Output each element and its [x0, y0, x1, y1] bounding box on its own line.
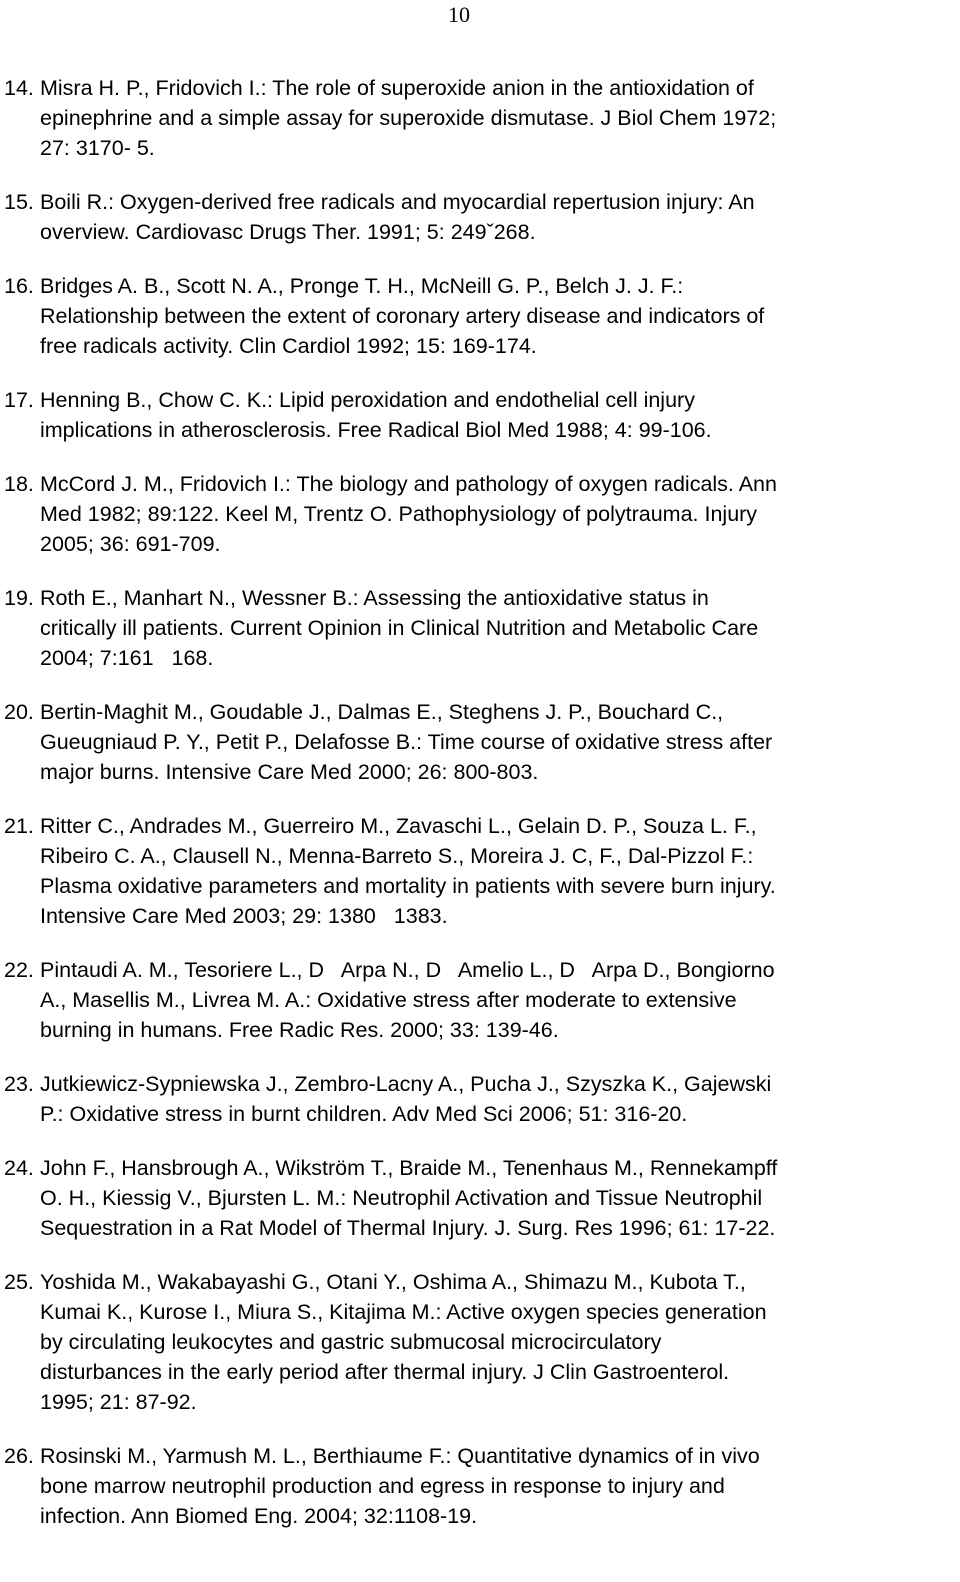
reference-text-line: Intensive Care Med 2003; 29: 1380 1383. — [40, 904, 448, 929]
reference-number: 25. — [4, 1269, 34, 1294]
reference-text-line: Plasma oxidative parameters and mortality in patients with severe burn injury. — [40, 874, 776, 898]
reference-text-line: Yoshida M., Wakabayashi G., Otani Y., Oshima A., Shimazu M., Kubota T., — [40, 1269, 746, 1294]
reference-item — [0, 1441, 930, 1532]
reference-text-line: Med 1982; 89:122. Keel M, Trentz O. Pathophysiology of polytrauma. Injury — [40, 501, 758, 526]
reference-text-line: disturbances in the early period after thermal injury. J Clin Gastroenterol. — [40, 1360, 730, 1385]
reference-text-line: 2004; 7:161 168. — [40, 646, 214, 670]
reference-item — [0, 811, 930, 932]
reference-text-line: Bertin-Maghit M., Goudable J., Dalmas E., Steghens J. P., Bouchard C., — [40, 699, 724, 724]
reference-text-line: Misra H. P., Fridovich I.: The role of superoxide anion in the antioxidation of — [40, 76, 754, 100]
reference-item — [0, 469, 930, 560]
reference-number: 18. — [4, 471, 34, 496]
reference-item — [0, 73, 930, 164]
reference-item — [0, 697, 930, 788]
reference-number: 15. — [4, 190, 34, 214]
reference-number: 23. — [4, 1071, 34, 1096]
reference-text-line: O. H., Kiessig V., Bjursten L. M.: Neutrophil Activation and Tissue Neutrophil — [40, 1185, 763, 1210]
reference-item — [0, 271, 930, 362]
reference-text-line: critically ill patients. Current Opinion in Clinical Nutrition and Metabolic Care — [40, 615, 759, 640]
reference-text-line: free radicals activity. Clin Cardiol 1992; 15: 169-174. — [40, 334, 537, 359]
reference-item — [0, 583, 930, 674]
reference-text-line: Pintaudi A. M., Tesoriere L., D Arpa N., D Amelio L., D Arpa D., Bongiorno — [40, 957, 775, 982]
reference-text-line: Jutkiewicz-Sypniewska J., Zembro-Lacny A., Pucha J., Szyszka K., Gajewski — [40, 1071, 772, 1096]
reference-text-line: 27: 3170- 5. — [40, 136, 155, 161]
reference-number: 17. — [4, 387, 34, 412]
reference-text-line: Rosinski M., Yarmush M. L., Berthiaume F.: Quantitative dynamics of in vivo — [40, 1444, 760, 1468]
reference-text-line: implications in atherosclerosis. Free Radical Biol Med 1988; 4: 99-106. — [40, 418, 712, 442]
page-number: 10 — [448, 2, 470, 27]
reference-text-line: 1995; 21: 87-92. — [40, 1390, 197, 1415]
reference-text-line: Ribeiro C. A., Clausell N., Menna-Barreto S., Moreira J. C, F., Dal-Pizzol F.: — [40, 843, 754, 868]
reference-text-line: Roth E., Manhart N., Wessner B.: Assessing the antioxidative status in — [40, 585, 709, 610]
reference-text-line: Relationship between the extent of coronary artery disease and indicators of — [40, 304, 765, 328]
reference-number: 14. — [4, 76, 34, 100]
reference-number: 21. — [4, 813, 34, 838]
reference-text-line: Gueugniaud P. Y., Petit P., Delafosse B.: Time course of oxidative stress after — [40, 729, 773, 754]
reference-text-line: infection. Ann Biomed Eng. 2004; 32:1108-19. — [40, 1504, 478, 1529]
reference-list — [0, 73, 960, 1555]
reference-item — [0, 187, 930, 247]
reference-number: 16. — [4, 273, 34, 298]
reference-item — [0, 1153, 930, 1244]
reference-text-line: 2005; 36: 691-709. — [40, 532, 221, 556]
reference-text-line: Boili R.: Oxygen-derived free radicals and myocardial repertusion injury: An — [40, 190, 755, 214]
reference-item — [0, 955, 930, 1046]
reference-number: 22. — [4, 957, 34, 982]
reference-item — [0, 1267, 930, 1418]
reference-text-line: burning in humans. Free Radic Res. 2000; 33: 139-46. — [40, 1018, 559, 1043]
reference-text-line: overview. Cardiovasc Drugs Ther. 1991; 5: 249ˇ268. — [40, 220, 536, 245]
reference-text-line: bone marrow neutrophil production and egress in response to injury and — [40, 1474, 725, 1499]
reference-text-line: Ritter C., Andrades M., Guerreiro M., Zavaschi L., Gelain D. P., Souza L. F., — [40, 813, 757, 838]
reference-item — [0, 385, 930, 445]
reference-text-line: by circulating leukocytes and gastric submucosal microcirculatory — [40, 1330, 662, 1354]
reference-text-line: Kumai K., Kurose I., Miura S., Kitajima M.: Active oxygen species generation — [40, 1299, 767, 1324]
reference-text-line: P.: Oxidative stress in burnt children. Adv Med Sci 2006; 51: 316-20. — [40, 1102, 688, 1126]
reference-text-line: Sequestration in a Rat Model of Thermal Injury. J. Surg. Res 1996; 61: 17-22. — [40, 1216, 776, 1240]
reference-number: 24. — [4, 1155, 34, 1180]
reference-number: 26. — [4, 1444, 34, 1468]
reference-text-line: John F., Hansbrough A., Wikström T., Braide M., Tenenhaus M., Rennekampff — [40, 1155, 778, 1180]
reference-text-line: Henning B., Chow C. K.: Lipid peroxidation and endothelial cell injury — [40, 387, 695, 412]
reference-text-line: McCord J. M., Fridovich I.: The biology and pathology of oxygen radicals. Ann — [40, 471, 777, 496]
reference-text-line: A., Masellis M., Livrea M. A.: Oxidative stress after moderate to extensive — [40, 988, 737, 1012]
reference-text-line: Bridges A. B., Scott N. A., Pronge T. H., McNeill G. P., Belch J. J. F.: — [40, 273, 684, 298]
reference-number: 19. — [4, 585, 34, 610]
reference-item — [0, 1069, 930, 1129]
reference-text-line: major burns. Intensive Care Med 2000; 26: 800-803. — [40, 760, 539, 784]
reference-text-line: epinephrine and a simple assay for superoxide dismutase. J Biol Chem 1972; — [40, 106, 777, 131]
reference-number: 20. — [4, 699, 34, 724]
